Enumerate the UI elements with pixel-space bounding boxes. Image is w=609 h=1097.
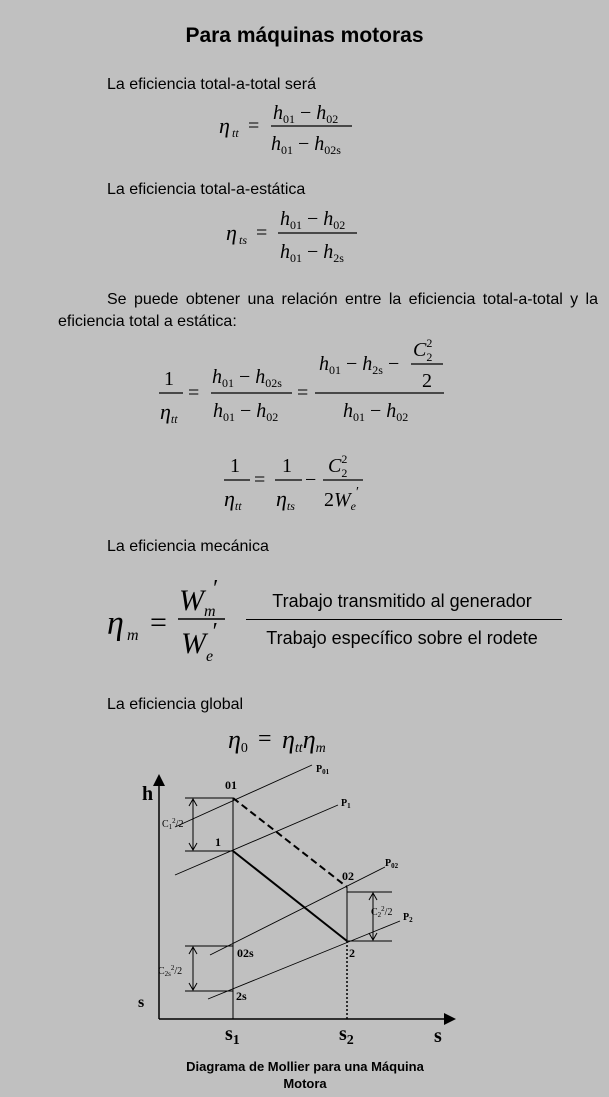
- numerator: $h_{01} - h_{02}$: [273, 102, 339, 126]
- eta-tt-eta-m: ηttηm: [282, 725, 326, 756]
- s2-label: [339, 1023, 354, 1048]
- c2-squared: $C_22$: [328, 452, 348, 480]
- one-numerator-a: 1: [230, 455, 240, 477]
- eta-tt-denominator: ηtt: [224, 486, 242, 513]
- isobar-p01: [175, 765, 312, 827]
- c2-squared: $C_22$: [413, 336, 433, 364]
- caption-line-2: Motora: [283, 1076, 327, 1091]
- axis-h-label: h: [142, 783, 154, 805]
- total-total-label: La eficiencia total-a-total será: [107, 76, 316, 93]
- isobar-p02: [210, 867, 385, 955]
- numerator: $h_{01} - h_{02}$: [280, 208, 346, 232]
- relation-text: Se puede obtener una relación entre la eficiencia total-a-total y la eficiencia total a estática:: [58, 291, 598, 330]
- c1-velocity-label: $C_1^2/2$: [162, 817, 184, 831]
- eta-symbol: η: [219, 113, 230, 138]
- eta-subscript: m: [127, 627, 139, 644]
- eta-subscript: ts: [239, 233, 248, 247]
- eta-symbol: η: [107, 605, 124, 642]
- p01-label: $P_{01}$: [316, 764, 330, 776]
- one-numerator: 1: [164, 368, 174, 390]
- state-2-label: 2: [349, 946, 355, 960]
- equals-sign: =: [256, 222, 268, 244]
- denominator: $h_{01} - h_{02s}$: [271, 133, 341, 157]
- s1-letter: s: [225, 1023, 233, 1045]
- axis-s-label: s: [434, 1025, 442, 1047]
- isobar-p2: [208, 921, 400, 999]
- middle-denominator: $h_{01} - h_{02}$: [213, 400, 279, 424]
- state-2s-label: 2s: [236, 989, 247, 1003]
- s1-label: [225, 1023, 240, 1048]
- right-numerator: $h_{01} - h_{2s}$ −: [319, 353, 400, 377]
- eta-tt-denominator: ηtt: [160, 399, 178, 426]
- equals-sign: =: [254, 469, 266, 491]
- mechanical-ratio-numerator: Trabajo transmitido al generador: [272, 591, 532, 611]
- minus-sign: −: [305, 469, 317, 491]
- state-01-label: 01: [225, 778, 237, 792]
- caption-line-1: Diagrama de Mollier para una Máquina: [186, 1059, 424, 1074]
- c2-velocity-label: $C_2^2/2$: [371, 905, 393, 919]
- eta-ts-denominator: ηts: [276, 486, 295, 513]
- equals-sign-2: =: [297, 382, 309, 404]
- mechanical-ratio-denominator: Trabajo específico sobre el rodete: [266, 628, 538, 648]
- process-actual: [233, 851, 347, 941]
- left-s-label: s: [138, 994, 145, 1011]
- denominator: $W_e'$: [181, 619, 217, 665]
- c2s-velocity-label: $C_{2s}^2/2$: [158, 964, 183, 978]
- diagram-caption: [130, 1058, 480, 1092]
- p2-label: $P_2$: [403, 912, 413, 924]
- p1-label: $P_1$: [341, 798, 351, 810]
- s2-sub: 2: [346, 1033, 354, 1048]
- p02-label: $P_{02}$: [385, 858, 399, 870]
- total-static-label: La eficiencia total-a-estática: [107, 181, 306, 198]
- two-we-denominator: $2W_e'$: [324, 485, 360, 513]
- equals-sign: =: [258, 726, 272, 752]
- mechanical-label: La eficiencia mecánica: [107, 538, 269, 555]
- equals-sign: =: [150, 606, 167, 639]
- global-label: La eficiencia global: [107, 696, 244, 713]
- middle-numerator: $h_{01} - h_{02s}$: [212, 366, 282, 390]
- state-02s-label: 02s: [237, 946, 254, 960]
- equals-sign: =: [248, 115, 260, 137]
- equals-sign-1: =: [188, 382, 200, 404]
- s1-sub: 1: [232, 1033, 240, 1048]
- one-numerator-b: 1: [282, 455, 292, 477]
- numerator: $W_m'$: [179, 576, 217, 620]
- s2-letter: s: [339, 1023, 347, 1045]
- right-denominator: $h_{01} - h_{02}$: [343, 400, 409, 424]
- eta-symbol: η: [226, 220, 237, 245]
- eta-zero: η0: [228, 725, 248, 756]
- state-1-label: 1: [215, 835, 221, 849]
- denominator: $h_{01} - h_{2s}$: [280, 241, 344, 265]
- page-title: Para máquinas motoras: [185, 24, 424, 47]
- eta-subscript: tt: [232, 126, 239, 140]
- state-02-label: 02: [342, 869, 354, 883]
- inner-two: 2: [422, 370, 432, 392]
